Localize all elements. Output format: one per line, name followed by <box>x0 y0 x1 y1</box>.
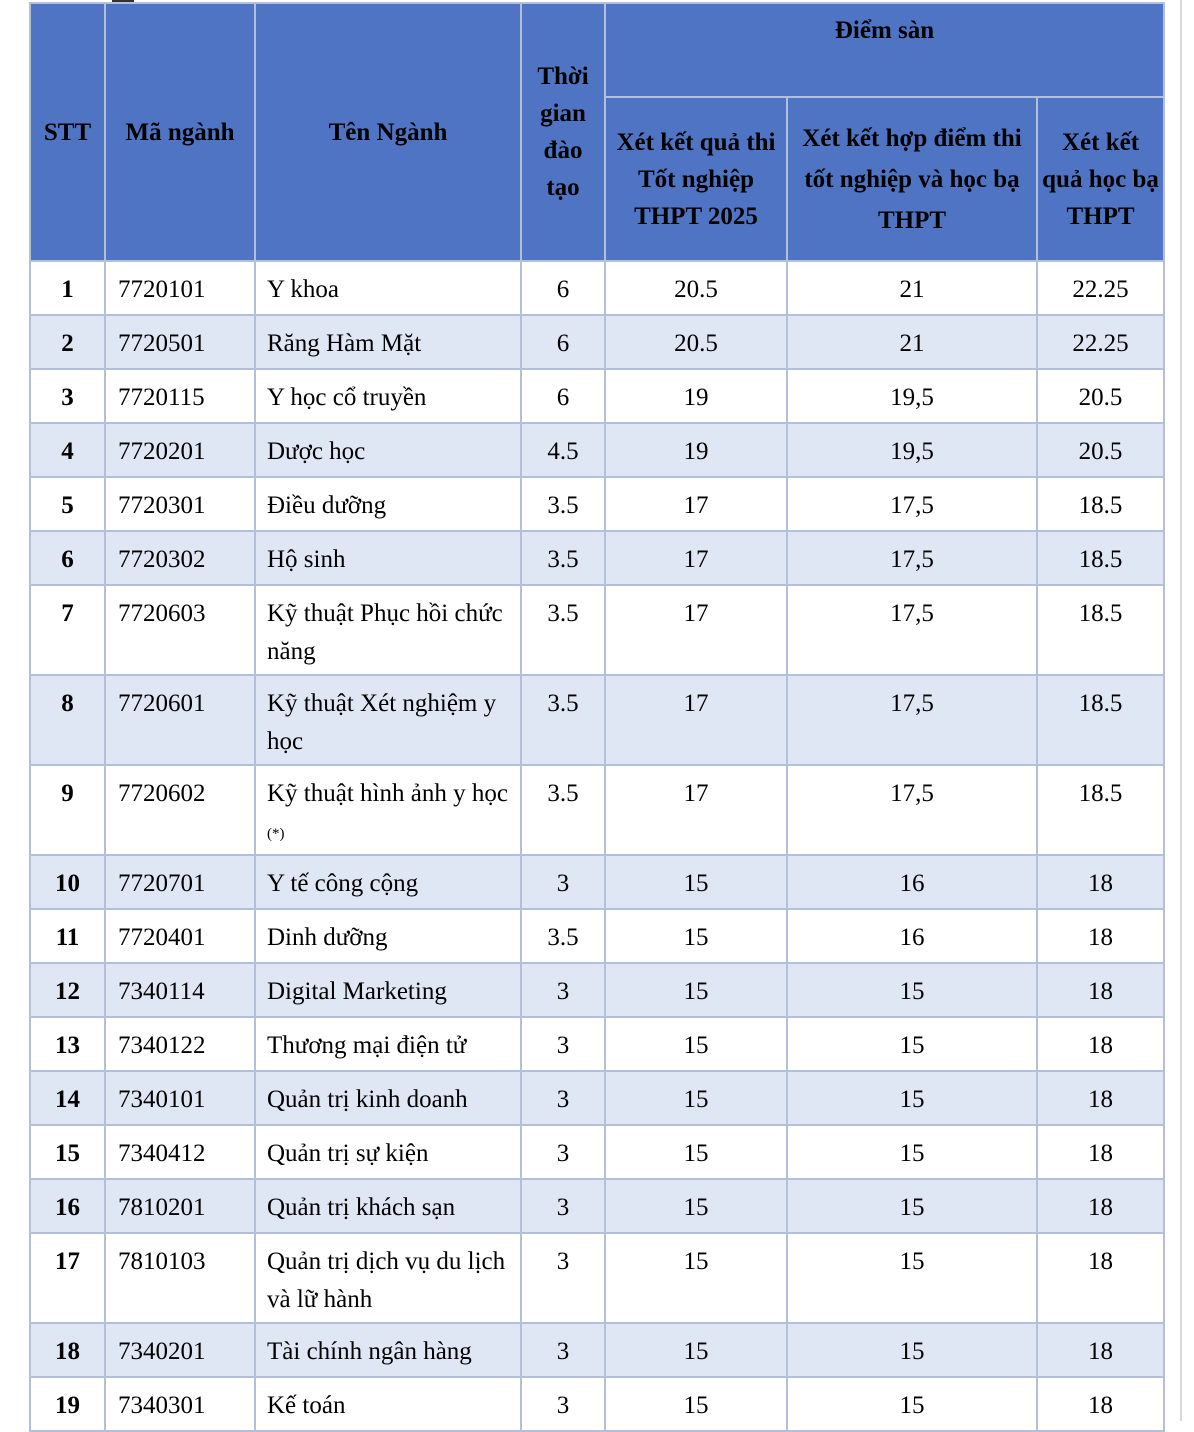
cell-name <box>255 1125 521 1179</box>
cell-stt <box>30 963 105 1017</box>
cell-score-combined-text: 15 <box>899 1032 925 1059</box>
cell-duration-text: 6 <box>556 276 570 303</box>
cell-name-text: Quản trị sự kiện <box>267 1140 429 1167</box>
cell-duration <box>521 1377 605 1431</box>
cell-duration-text: 3 <box>556 1140 570 1167</box>
cell-code-text: 7720201 <box>118 438 206 465</box>
cell-stt-text: 10 <box>55 870 80 897</box>
cell-name-text: Điều dưỡng <box>267 492 387 519</box>
cell-name-text: Kỹ thuật hình ảnh y học <box>267 780 508 807</box>
cell-name-text: Quản trị kinh doanh <box>267 1086 468 1113</box>
cell-code <box>105 585 255 675</box>
cell-duration <box>521 531 605 585</box>
cell-stt-text: 12 <box>55 978 80 1005</box>
cell-code-text: 7340201 <box>118 1338 206 1365</box>
cell-stt-text: 11 <box>55 924 80 951</box>
cell-stt-text: 8 <box>61 690 74 717</box>
cell-duration-text: 3 <box>556 1392 570 1419</box>
cell-code-text: 7720101 <box>118 276 206 303</box>
cell-code-text: 7720301 <box>118 492 206 519</box>
cell-score-transcript-text: 18.5 <box>1078 600 1123 627</box>
cell-name-text: Thương mại điện tử <box>267 1032 467 1059</box>
cell-code <box>105 855 255 909</box>
cell-stt-text: 2 <box>61 330 74 357</box>
cell-score-combined <box>787 765 1037 855</box>
cell-duration <box>521 1179 605 1233</box>
cell-name-text: Kế toán <box>267 1392 346 1419</box>
header-score-group: Điểm sàn <box>605 3 1164 97</box>
cell-score-exam-text: 15 <box>683 1032 709 1059</box>
cell-stt-text: 15 <box>55 1140 80 1167</box>
cell-score-transcript <box>1037 855 1164 909</box>
cell-stt-text: 18 <box>55 1338 80 1365</box>
cell-score-exam-text: 20.5 <box>674 330 718 357</box>
header-duration: Thời gian đào tạo <box>521 3 605 261</box>
table-row <box>30 1179 1164 1233</box>
cell-name <box>255 1323 521 1377</box>
cell-duration <box>521 423 605 477</box>
cell-score-exam-text: 15 <box>683 1194 709 1221</box>
cell-code <box>105 477 255 531</box>
cell-score-transcript <box>1037 369 1164 423</box>
cell-score-exam-text: 20.5 <box>674 276 718 303</box>
table-row <box>30 963 1164 1017</box>
cell-score-exam-text: 15 <box>683 924 709 951</box>
cell-score-exam-text: 17 <box>683 780 709 807</box>
cell-score-combined-text: 21 <box>899 330 925 357</box>
cell-score-transcript-text: 20.5 <box>1078 384 1123 411</box>
cell-duration-text: 3.5 <box>547 780 579 807</box>
cell-score-combined <box>787 1377 1037 1431</box>
cell-score-exam-text: 17 <box>683 546 709 573</box>
table-row <box>30 261 1164 315</box>
cell-score-transcript <box>1037 1071 1164 1125</box>
cell-score-transcript-text: 22.25 <box>1072 330 1129 357</box>
table-row <box>30 675 1164 765</box>
cell-stt-text: 16 <box>55 1194 80 1221</box>
cell-stt <box>30 531 105 585</box>
cell-stt <box>30 1017 105 1071</box>
cell-code <box>105 423 255 477</box>
cell-code <box>105 963 255 1017</box>
cell-score-transcript <box>1037 531 1164 585</box>
cell-score-transcript <box>1037 1233 1164 1323</box>
cell-duration-text: 6 <box>556 330 570 357</box>
cell-score-transcript <box>1037 675 1164 765</box>
cell-duration <box>521 1125 605 1179</box>
table-row <box>30 477 1164 531</box>
cell-score-transcript <box>1037 963 1164 1017</box>
cell-score-exam-text: 19 <box>683 384 709 411</box>
cell-stt <box>30 423 105 477</box>
cell-duration-text: 3 <box>556 1194 570 1221</box>
cell-score-transcript-text: 18 <box>1088 978 1113 1005</box>
cell-score-combined-text: 19,5 <box>890 438 934 465</box>
cell-code <box>105 1233 255 1323</box>
header-name: Tên Ngành <box>255 3 521 261</box>
cell-score-exam-text: 15 <box>683 1248 709 1275</box>
cell-score-transcript <box>1037 315 1164 369</box>
cell-stt-text: 4 <box>61 438 74 465</box>
cell-score-combined <box>787 1017 1037 1071</box>
cell-score-transcript-text: 20.5 <box>1078 438 1123 465</box>
cell-duration-text: 6 <box>556 384 570 411</box>
cell-duration <box>521 675 605 765</box>
cell-score-combined <box>787 1179 1037 1233</box>
cell-code-text: 7720601 <box>118 690 206 717</box>
cell-score-transcript-text: 18 <box>1088 1194 1113 1221</box>
cell-score-exam <box>605 585 787 675</box>
cell-duration-text: 3 <box>556 1248 570 1275</box>
cell-name <box>255 1017 521 1071</box>
cell-score-transcript-text: 18 <box>1088 924 1113 951</box>
cell-score-exam <box>605 909 787 963</box>
cell-name-text: Y khoa <box>267 276 339 303</box>
cell-score-transcript-text: 18 <box>1088 1338 1113 1365</box>
cell-code <box>105 1179 255 1233</box>
cell-score-exam-text: 15 <box>683 1140 709 1167</box>
cell-name-text: Dược học <box>267 438 366 465</box>
cell-code <box>105 1125 255 1179</box>
cell-stt <box>30 477 105 531</box>
cell-code-text: 7720603 <box>118 600 206 627</box>
cell-score-combined <box>787 585 1037 675</box>
cell-stt <box>30 261 105 315</box>
cell-name <box>255 765 521 855</box>
cell-name-text: Dinh dưỡng <box>267 924 388 951</box>
cell-stt-text: 9 <box>61 780 74 807</box>
cell-duration <box>521 1017 605 1071</box>
cell-name-text: Y tế công cộng <box>267 870 419 897</box>
cell-name <box>255 963 521 1017</box>
cell-duration-text: 3 <box>556 1338 570 1365</box>
table-row <box>30 1323 1164 1377</box>
cell-duration-text: 3.5 <box>547 546 579 573</box>
table-header <box>30 3 1164 261</box>
cell-name-text: Răng Hàm Mặt <box>267 330 422 357</box>
cell-stt <box>30 1179 105 1233</box>
cell-score-exam-text: 15 <box>683 978 709 1005</box>
table-row <box>30 1017 1164 1071</box>
table-row <box>30 1377 1164 1431</box>
cell-code-text: 7720701 <box>118 870 206 897</box>
cell-score-exam <box>605 765 787 855</box>
cell-score-transcript <box>1037 261 1164 315</box>
cell-stt <box>30 1323 105 1377</box>
cell-code-text: 7340101 <box>118 1086 206 1113</box>
table-row <box>30 855 1164 909</box>
cell-score-transcript-text: 18 <box>1088 1032 1113 1059</box>
cell-code-text: 7720501 <box>118 330 206 357</box>
header-score-transcript: Xét kết quả học bạ THPT <box>1037 97 1164 261</box>
cell-score-transcript-text: 18 <box>1088 1248 1113 1275</box>
cell-name <box>255 531 521 585</box>
cell-score-exam-text: 17 <box>683 690 709 717</box>
cell-score-combined-text: 17,5 <box>890 492 934 519</box>
cell-score-combined-text: 15 <box>899 978 925 1005</box>
cell-score-transcript <box>1037 1323 1164 1377</box>
cell-score-combined-text: 17,5 <box>890 600 934 627</box>
cell-name <box>255 855 521 909</box>
cell-score-exam <box>605 1071 787 1125</box>
cell-stt-text: 6 <box>61 546 74 573</box>
cell-stt <box>30 675 105 765</box>
cell-score-combined-text: 19,5 <box>890 384 934 411</box>
cell-score-combined-text: 16 <box>899 924 925 951</box>
cell-score-exam <box>605 261 787 315</box>
cell-score-combined-text: 15 <box>899 1392 925 1419</box>
cell-name-text: Y học cổ truyền <box>267 384 427 411</box>
cell-code <box>105 531 255 585</box>
cell-code-text: 7340114 <box>118 978 205 1005</box>
cell-duration <box>521 369 605 423</box>
cell-code-text: 7340412 <box>118 1140 206 1167</box>
cell-score-transcript-text: 18.5 <box>1078 690 1123 717</box>
cell-duration <box>521 765 605 855</box>
cell-score-combined-text: 21 <box>899 276 925 303</box>
cell-score-combined <box>787 1233 1037 1323</box>
cell-score-transcript-text: 18 <box>1088 870 1113 897</box>
page-edge <box>1180 0 1182 1421</box>
cell-code-text: 7720302 <box>118 546 206 573</box>
cell-stt <box>30 585 105 675</box>
table-row <box>30 423 1164 477</box>
cell-score-transcript-text: 18.5 <box>1078 492 1123 519</box>
table-row <box>30 909 1164 963</box>
cell-name-text: Kỹ thuật Xét nghiệm y học <box>267 690 497 755</box>
cell-stt <box>30 1377 105 1431</box>
cell-stt <box>30 1233 105 1323</box>
cell-score-exam-text: 15 <box>683 1392 709 1419</box>
cell-stt-text: 17 <box>55 1248 80 1275</box>
cell-code <box>105 909 255 963</box>
cell-duration-text: 3 <box>556 870 570 897</box>
cell-name <box>255 909 521 963</box>
cell-score-transcript <box>1037 1179 1164 1233</box>
cell-name-text: Quản trị dịch vụ du lịch và lữ hành <box>267 1248 506 1313</box>
cell-name-text: Tài chính ngân hàng <box>267 1338 472 1365</box>
cell-code-text: 7720602 <box>118 780 206 807</box>
cell-score-combined <box>787 909 1037 963</box>
cell-stt-text: 7 <box>61 600 74 627</box>
cell-code <box>105 261 255 315</box>
cell-stt <box>30 315 105 369</box>
cell-score-transcript <box>1037 1377 1164 1431</box>
cell-score-exam <box>605 423 787 477</box>
table-row <box>30 765 1164 855</box>
cell-code-text: 7810103 <box>118 1248 206 1275</box>
cell-duration <box>521 477 605 531</box>
cell-score-combined-text: 17,5 <box>890 780 934 807</box>
cell-score-combined-text: 17,5 <box>890 690 934 717</box>
cell-name-text: Digital Marketing <box>267 978 447 1005</box>
table-body <box>30 261 1164 1431</box>
cell-name <box>255 315 521 369</box>
cell-name <box>255 1071 521 1125</box>
header-code: Mã ngành <box>105 3 255 261</box>
cell-score-exam <box>605 531 787 585</box>
cell-score-combined <box>787 1071 1037 1125</box>
cell-score-exam-text: 15 <box>683 1338 709 1365</box>
cell-score-combined-text: 16 <box>899 870 925 897</box>
cell-score-transcript-text: 18.5 <box>1078 780 1123 807</box>
cell-stt <box>30 765 105 855</box>
cell-score-combined <box>787 675 1037 765</box>
cell-score-exam <box>605 963 787 1017</box>
cell-score-exam <box>605 477 787 531</box>
cell-duration <box>521 963 605 1017</box>
cell-stt-text: 1 <box>61 276 74 303</box>
cell-score-combined-text: 15 <box>899 1338 925 1365</box>
cell-score-exam <box>605 1233 787 1323</box>
cell-score-transcript-text: 18.5 <box>1078 546 1123 573</box>
cell-score-combined-text: 15 <box>899 1194 925 1221</box>
cell-name-text: Hộ sinh <box>267 546 346 573</box>
cell-stt <box>30 369 105 423</box>
cell-name <box>255 585 521 675</box>
cell-stt-text: 19 <box>55 1392 80 1419</box>
cell-name-text: Kỹ thuật Phục hồi chức năng <box>267 600 503 665</box>
table-row <box>30 315 1164 369</box>
cell-code <box>105 675 255 765</box>
table-row <box>30 585 1164 675</box>
cell-name <box>255 423 521 477</box>
cell-stt-text: 13 <box>55 1032 80 1059</box>
cell-stt <box>30 909 105 963</box>
footnote-marker: (*) <box>267 826 285 842</box>
header-score-exam: Xét kết quả thi Tốt nghiệp THPT 2025 <box>605 97 787 261</box>
cell-stt-text: 14 <box>55 1086 80 1113</box>
cell-code-text: 7720115 <box>118 384 205 411</box>
cell-score-combined <box>787 369 1037 423</box>
cell-score-transcript-text: 18 <box>1088 1392 1113 1419</box>
cell-score-combined-text: 15 <box>899 1140 925 1167</box>
cell-score-exam-text: 17 <box>683 492 709 519</box>
cell-name-text: Quản trị khách sạn <box>267 1194 456 1221</box>
cell-score-combined <box>787 477 1037 531</box>
cell-score-exam <box>605 1125 787 1179</box>
cell-score-exam <box>605 1179 787 1233</box>
cell-duration-text: 4.5 <box>547 438 579 465</box>
header-score-combined: Xét kết hợp điểm thi tốt nghiệp và học bạ THPT <box>787 97 1037 261</box>
cell-code-text: 7340122 <box>118 1032 206 1059</box>
cell-name <box>255 261 521 315</box>
cell-code <box>105 315 255 369</box>
cell-score-exam <box>605 369 787 423</box>
cell-score-exam <box>605 855 787 909</box>
cell-score-exam-text: 17 <box>683 600 709 627</box>
cell-score-combined <box>787 315 1037 369</box>
cell-score-exam <box>605 1017 787 1071</box>
cell-duration-text: 3.5 <box>547 600 579 627</box>
cell-name <box>255 1377 521 1431</box>
cell-score-transcript <box>1037 585 1164 675</box>
cell-score-combined <box>787 1125 1037 1179</box>
cell-score-combined <box>787 423 1037 477</box>
cell-code <box>105 369 255 423</box>
cell-name <box>255 1179 521 1233</box>
header-stt: STT <box>30 3 105 261</box>
cell-score-transcript-text: 22.25 <box>1072 276 1129 303</box>
cell-code <box>105 1017 255 1071</box>
cell-code-text: 7810201 <box>118 1194 206 1221</box>
cell-stt <box>30 1125 105 1179</box>
cell-score-combined <box>787 855 1037 909</box>
cell-duration <box>521 909 605 963</box>
cell-duration <box>521 1071 605 1125</box>
cell-score-combined <box>787 963 1037 1017</box>
cell-duration-text: 3.5 <box>547 924 579 951</box>
cell-duration <box>521 315 605 369</box>
table-row <box>30 369 1164 423</box>
table-row <box>30 1071 1164 1125</box>
admission-score-table <box>29 2 1165 1432</box>
table-row <box>30 1125 1164 1179</box>
cell-code-text: 7720401 <box>118 924 206 951</box>
cell-score-combined-text: 15 <box>899 1248 925 1275</box>
cell-score-transcript-text: 18 <box>1088 1086 1113 1113</box>
cell-code-text: 7340301 <box>118 1392 206 1419</box>
cell-duration <box>521 261 605 315</box>
cell-score-transcript <box>1037 1017 1164 1071</box>
cell-stt <box>30 855 105 909</box>
cell-score-combined <box>787 531 1037 585</box>
cell-duration <box>521 855 605 909</box>
cell-score-transcript <box>1037 1125 1164 1179</box>
cell-duration <box>521 1233 605 1323</box>
cell-score-combined <box>787 1323 1037 1377</box>
cell-duration-text: 3.5 <box>547 492 579 519</box>
cell-score-combined-text: 15 <box>899 1086 925 1113</box>
cell-score-exam-text: 19 <box>683 438 709 465</box>
cell-duration-text: 3 <box>556 1032 570 1059</box>
cell-score-transcript-text: 18 <box>1088 1140 1113 1167</box>
cell-score-exam <box>605 315 787 369</box>
table-row <box>30 531 1164 585</box>
cell-code <box>105 1377 255 1431</box>
cell-score-exam <box>605 1323 787 1377</box>
cell-duration-text: 3.5 <box>547 690 579 717</box>
cell-code <box>105 1323 255 1377</box>
cell-stt-text: 5 <box>61 492 74 519</box>
cell-score-transcript <box>1037 423 1164 477</box>
cell-duration-text: 3 <box>556 1086 570 1113</box>
cell-duration <box>521 1323 605 1377</box>
cell-code <box>105 765 255 855</box>
cell-stt <box>30 1071 105 1125</box>
cell-score-combined <box>787 261 1037 315</box>
cell-stt-text: 3 <box>61 384 74 411</box>
cell-score-exam <box>605 675 787 765</box>
cell-name <box>255 1233 521 1323</box>
cell-name <box>255 477 521 531</box>
cell-score-exam-text: 15 <box>683 1086 709 1113</box>
cell-score-transcript <box>1037 765 1164 855</box>
cell-name <box>255 369 521 423</box>
cell-code <box>105 1071 255 1125</box>
cell-score-exam <box>605 1377 787 1431</box>
cell-score-combined-text: 17,5 <box>890 546 934 573</box>
cell-score-transcript <box>1037 477 1164 531</box>
cell-duration-text: 3 <box>556 978 570 1005</box>
cell-score-transcript <box>1037 909 1164 963</box>
cell-score-exam-text: 15 <box>683 870 709 897</box>
table-row <box>30 1233 1164 1323</box>
cell-name <box>255 675 521 765</box>
cell-duration <box>521 585 605 675</box>
